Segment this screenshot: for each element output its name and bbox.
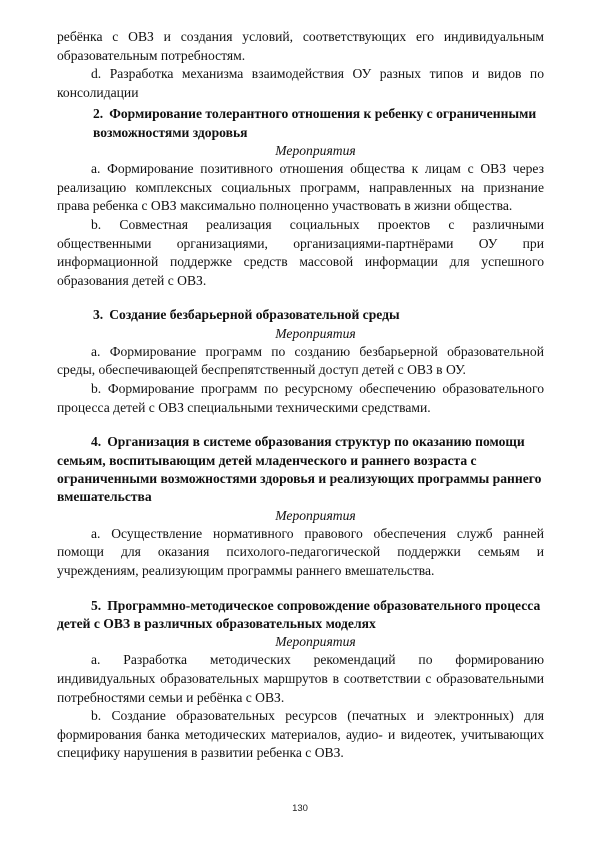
section-5-item-b: b. Создание образовательных ресурсов (печатных и электронных) для формирования банка методических материалов, аудио- и видеотек, учитывающих специфику нарушения в развитии ребенка с ОВЗ. xyxy=(57,708,544,761)
section-3-number: 3. xyxy=(93,307,104,323)
section-4-title: Организация в системе образования структур по оказанию помощи семьям, воспитывающим детей младенческого и раннего возраста с ограниченными возможностями здоровья и реализующих программы раннего вмешательства xyxy=(57,434,542,505)
spacer xyxy=(57,581,544,597)
section-5-item-a: a. Разработка методических рекомендаций по формированию индивидуальных образовательных маршрутов в соответствии с образовательными потребностями семьи и ребёнка с ОВЗ. xyxy=(57,652,544,705)
section-3-title: Создание безбарьерной образовательной среды xyxy=(109,307,400,323)
section-2-title: Формирование толерантного отношения к ребенку с ограниченными возможностями здоровья xyxy=(93,106,537,140)
section-3-subtitle: Мероприятия xyxy=(275,325,356,341)
section-3-heading xyxy=(57,306,544,324)
spacer xyxy=(57,417,544,433)
section-4-heading xyxy=(57,433,544,507)
spacer xyxy=(57,290,544,306)
intro-item-d: d. Разработка механизма взаимодействия ОУ разных типов и видов по консолидации xyxy=(57,66,544,100)
section-4-number: 4. xyxy=(91,434,102,450)
section-3-item-a: a. Формирование программ по созданию безбарьерной образовательной среды, обеспечивающей беспрепятственный доступ детей с ОВЗ в ОУ. xyxy=(57,343,544,378)
section-2-number: 2. xyxy=(93,106,104,122)
section-2-subtitle: Мероприятия xyxy=(275,143,356,159)
page-number: 130 xyxy=(292,803,308,814)
section-2-item-a: a. Формирование позитивного отношения общества к лицам с ОВЗ через реализацию комплексных социальных программ, направленных на признание права ребенка с ОВЗ максимально полноценно участвовать в жизни общества. xyxy=(57,161,544,214)
section-4-item-a: a. Осуществление нормативного правового обеспечения служб ранней помощи для оказания психолого-педагогической поддержки семьям и учреждениям, реализующим программы раннего вмешательства. xyxy=(57,525,544,578)
section-4-subtitle: Мероприятия xyxy=(275,507,356,523)
section-5-number: 5. xyxy=(91,597,102,613)
section-3-item-b: b. Формирование программ по ресурсному обеспечению образовательного процесса детей с ОВЗ специальными техническими средствами. xyxy=(57,380,544,415)
section-5-subtitle: Мероприятия xyxy=(275,634,356,650)
section-2-item-b: b. Совместная реализация социальных проектов с различными общественными организациями, организациями-партнёрами ОУ при информационной поддержке средств массовой информации для успешного образования детей с ОВЗ. xyxy=(57,216,544,288)
section-5-heading xyxy=(57,597,544,634)
section-5-title: Программно-методическое сопровождение образовательного процесса детей с ОВЗ в различных образовательных моделях xyxy=(57,597,541,631)
section-2-heading xyxy=(57,105,544,142)
intro-continuation: ребёнка с ОВЗ и создания условий, соответствующих его индивидуальным образовательным потребностям. xyxy=(57,29,544,63)
